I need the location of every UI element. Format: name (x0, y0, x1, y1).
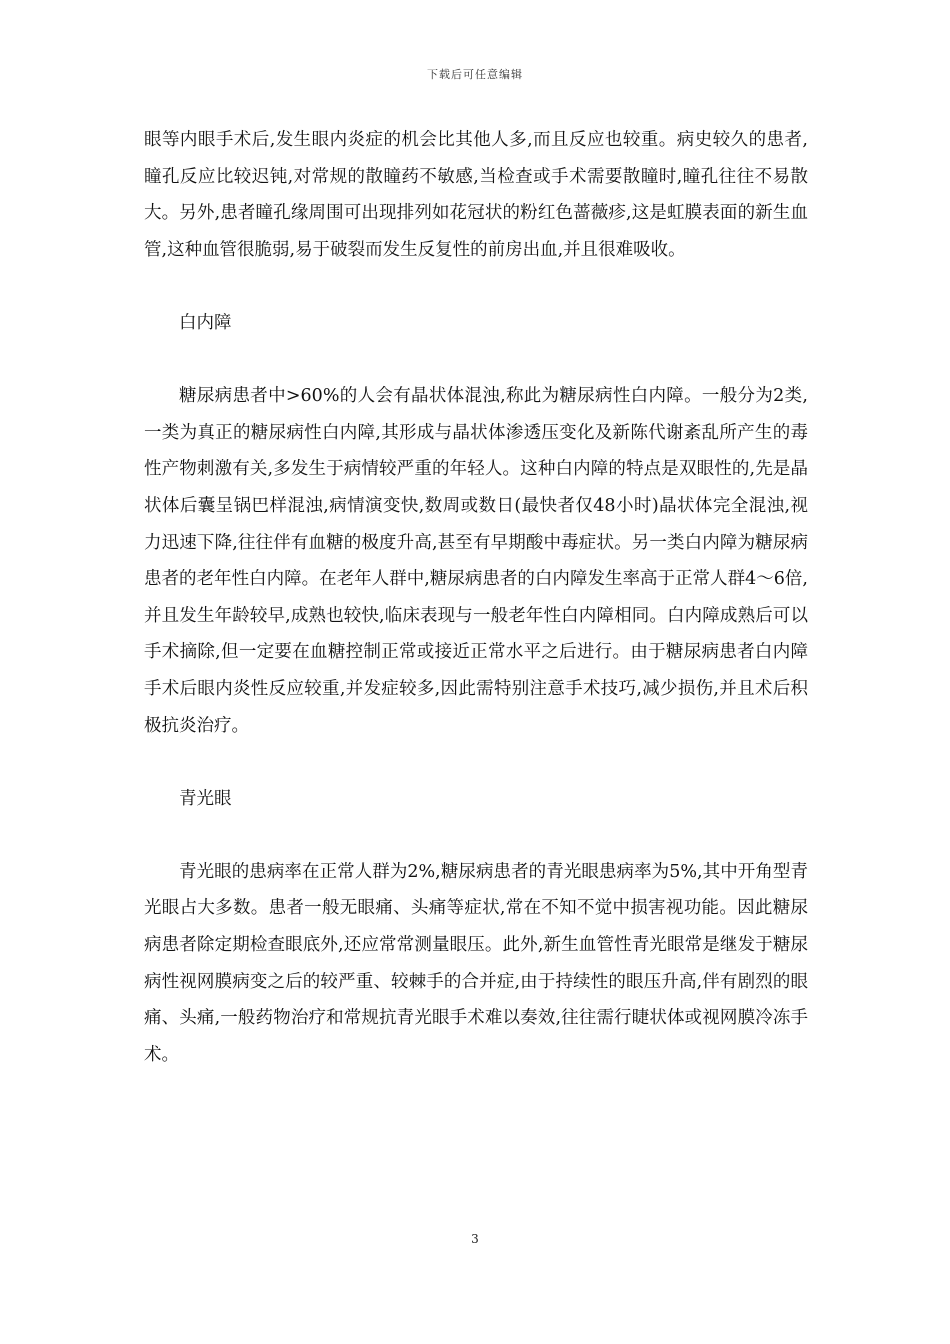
paragraph-spacer (144, 268, 808, 305)
paragraph-spacer (144, 817, 808, 854)
section-heading-glaucoma: 青光眼 (179, 788, 232, 809)
page-number: 3 (471, 1232, 479, 1246)
section-heading-cataract: 白内障 (179, 312, 232, 333)
document-body (144, 122, 808, 1073)
intro-paragraph: 眼等内眼手术后,发生眼内炎症的机会比其他人多,而且反应也较重。病史较久的患者,瞳孔反应比较迟钝,对常规的散瞳药不敏感,当检查或手术需要散瞳时,瞳孔往往不易散大。另外,患者瞳孔缘周围可出现排列如花冠状的粉红色蔷薇疹,这是虹膜表面的新生血管,这种血管很脆弱,易于破裂而发生反复性的前房出血,并且很难吸收。 (144, 130, 808, 260)
page-header: 下载后可任意编辑 (427, 68, 523, 81)
paragraph-spacer (144, 744, 808, 781)
section-paragraph-glaucoma: 青光眼的患病率在正常人群为2%,糖尿病患者的青光眼患病率为5%,其中开角型青光眼占大多数。患者一般无眼痛、头痛等症状,常在不知不觉中损害视功能。因此糖尿病患者除定期检查眼底外,还应常常测量眼压。此外,新生血管性青光眼常是继发于糖尿病性视网膜病变之后的较严重、较棘手的合并症,由于持续性的眼压升高,伴有剧烈的眼痛、头痛,一般药物治疗和常规抗青光眼手术难以奏效,往往需行睫状体或视网膜冷冻手术。 (144, 861, 808, 1065)
paragraph-spacer (144, 342, 808, 379)
section-paragraph-cataract: 糖尿病患者中>60%的人会有晶状体混浊,称此为糖尿病性白内障。一般分为2类,一类为真正的糖尿病性白内障,其形成与晶状体渗透压变化及新陈代谢紊乱所产生的毒性产物刺激有关,多发生于病情较严重的年轻人。这种白内障的特点是双眼性的,先是晶状体后囊呈锅巴样混浊,病情演变快,数周或数日(最快者仅48小时)晶状体完全混浊,视力迅速下降,往往伴有血糖的极度升高,甚至有早期酸中毒症状。另一类白内障为糖尿病患者的老年性白内障。在老年人群中,糖尿病患者的白内障发生率高于正常人群4～6倍,并且发生年龄较早,成熟也较快,临床表现与一般老年性白内障相同。白内障成熟后可以手术摘除,但一定要在血糖控制正常或接近正常水平之后进行。由于糖尿病患者白内障手术后眼内炎性反应较重,并发症较多,因此需特别注意手术技巧,减少损伤,并且术后积极抗炎治疗。 (144, 386, 808, 736)
